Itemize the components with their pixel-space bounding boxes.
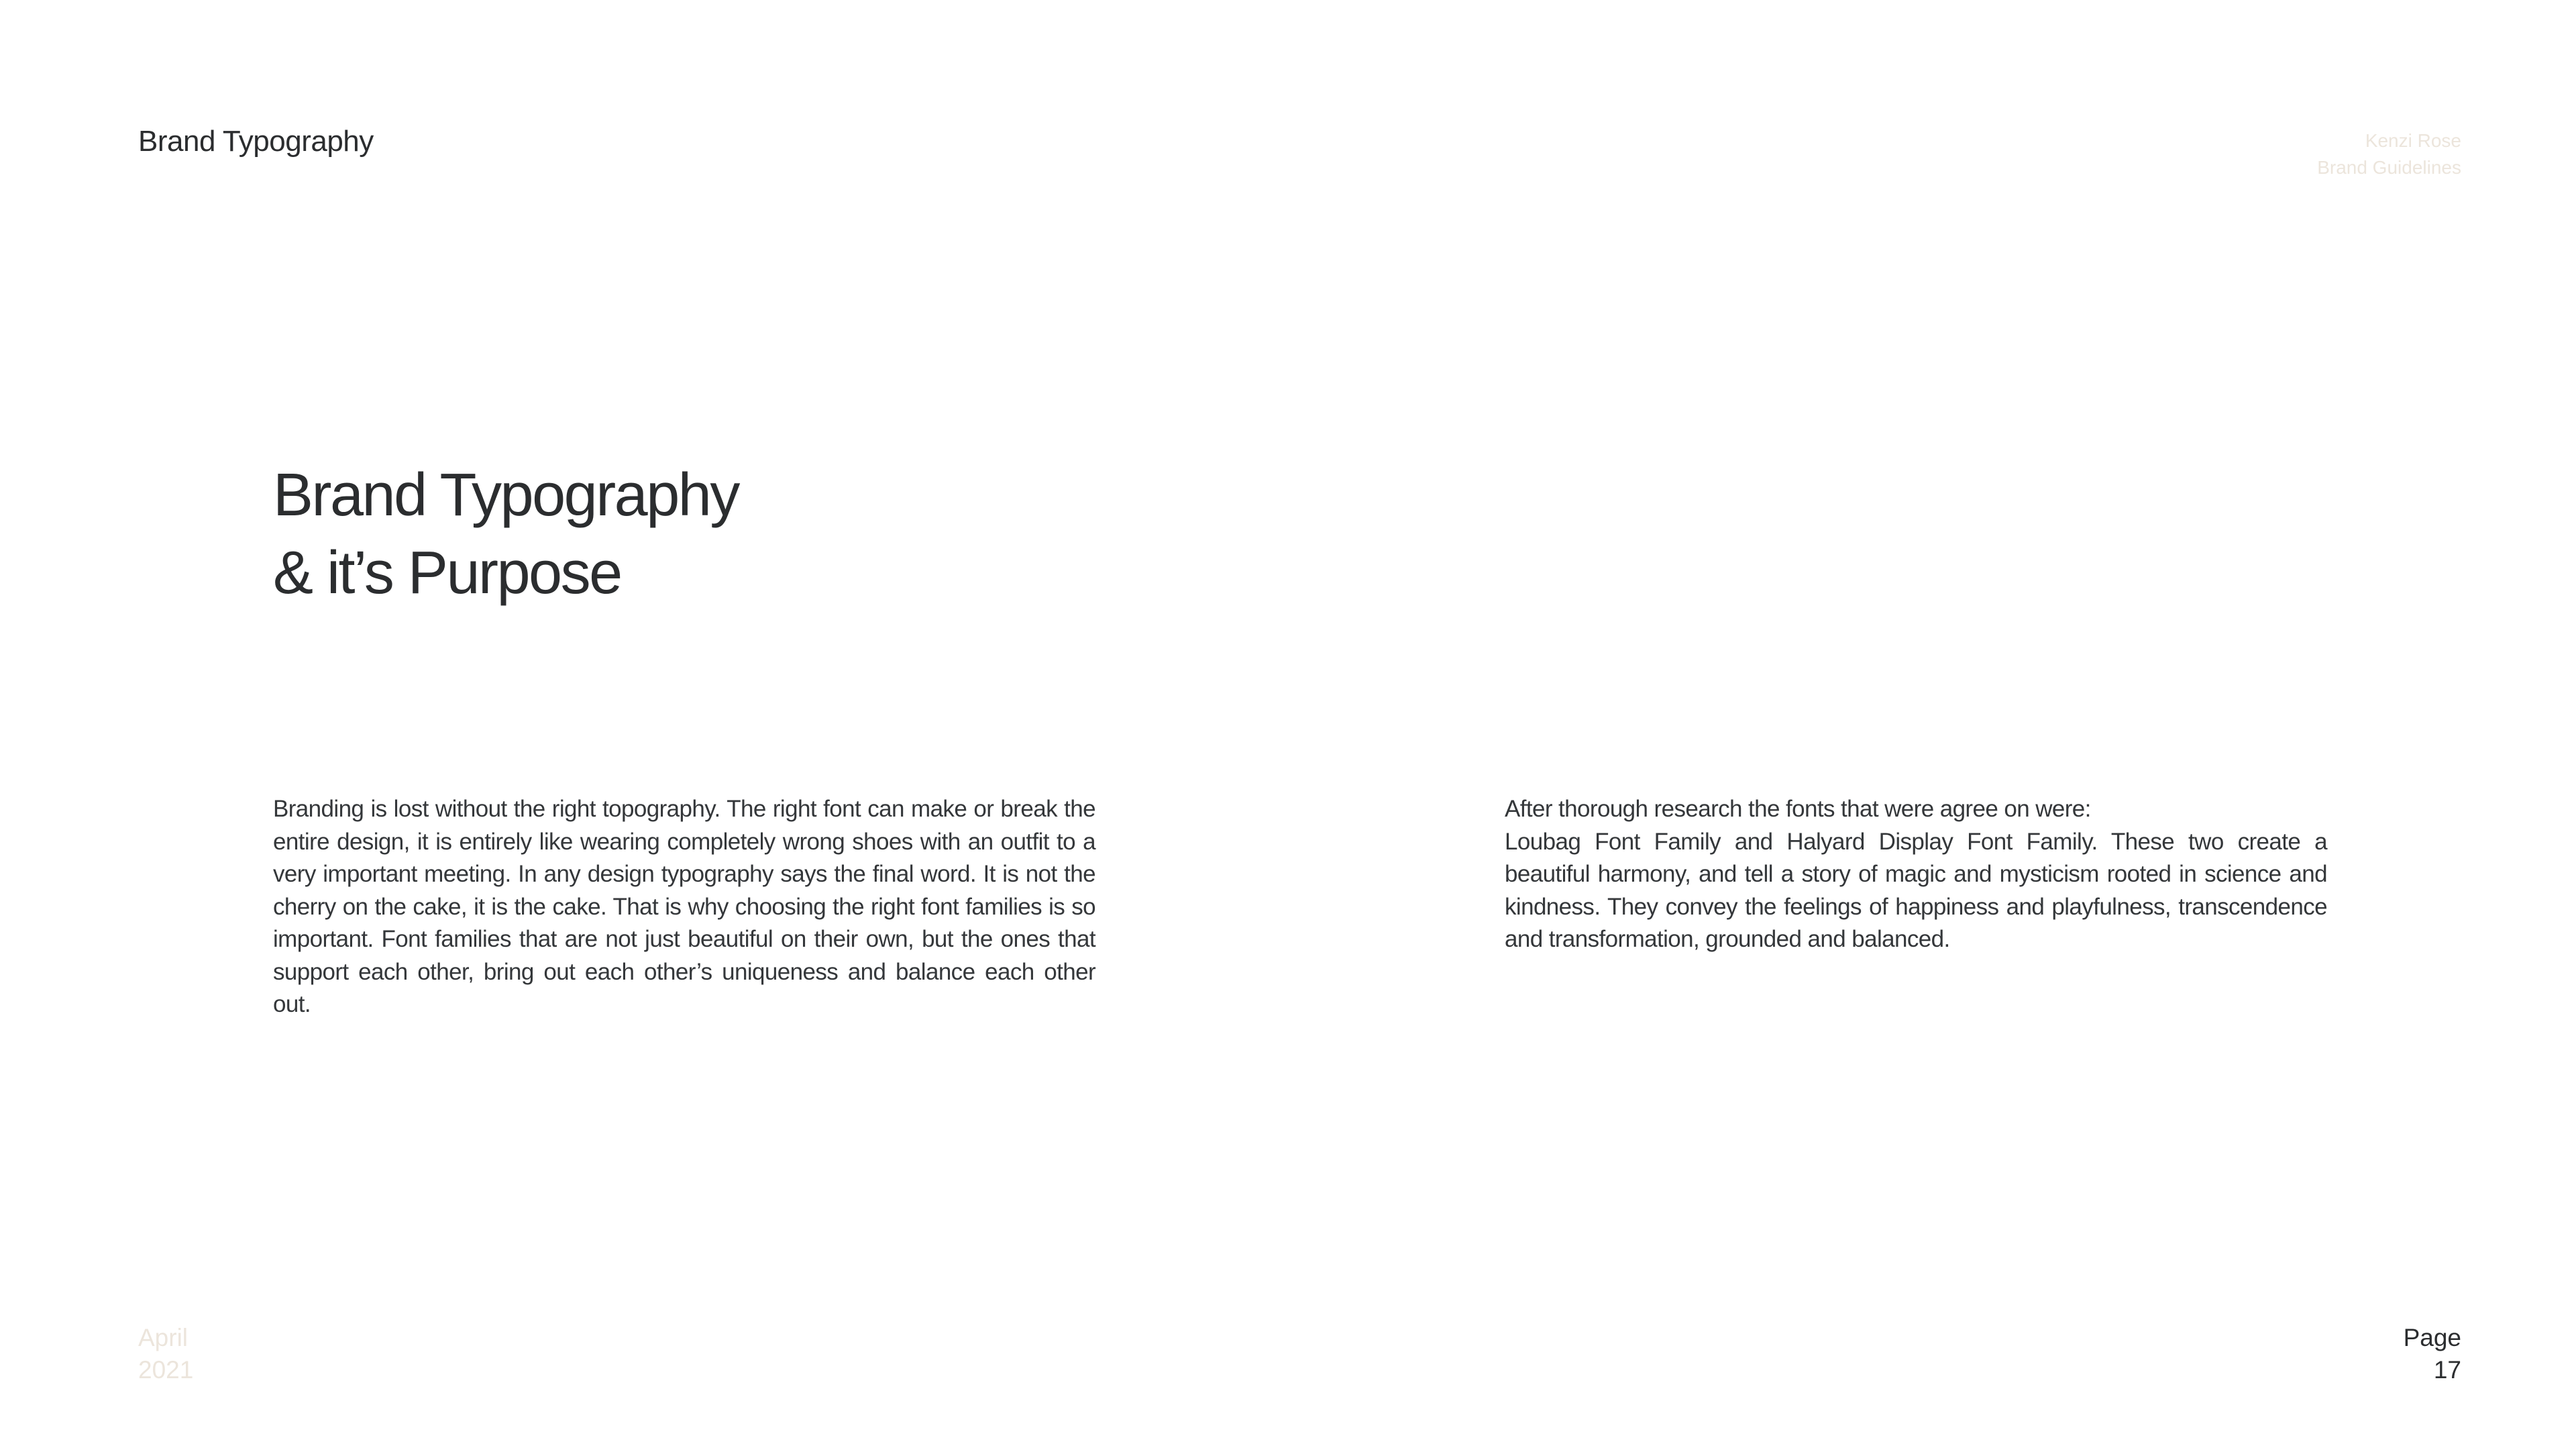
brand-name: Kenzi Rose <box>2365 130 2461 151</box>
document-name: Brand Guidelines <box>2317 157 2461 178</box>
footer-year: 2021 <box>138 1356 194 1384</box>
page-number: 17 <box>2433 1356 2461 1384</box>
page-title <box>273 456 739 612</box>
page-title-line-1: Brand Typography <box>273 462 739 529</box>
right-body-column <box>1505 793 2327 956</box>
page-label: Page <box>2403 1324 2461 1351</box>
left-body-column <box>273 793 1095 1021</box>
page-title-line-2: & it’s Purpose <box>273 539 621 607</box>
footer-date <box>138 1322 193 1386</box>
footer-month: April <box>138 1324 189 1351</box>
footer-page-indicator <box>2404 1322 2461 1386</box>
header-brand-info <box>2317 127 2461 181</box>
right-paragraph: Loubag Font Family and Halyard Display Font Family. These two create a beautiful harmony, and tell a story of magic and mysticism rooted in science and kindness. They convey the feelings of happiness and playfulness, transcendence and transformation, grounded and balanced. <box>1505 828 2327 952</box>
header-section-title: Brand Typography <box>138 125 374 158</box>
right-paragraph-intro: After thorough research the fonts that were agree on were: <box>1505 796 2091 822</box>
left-paragraph: Branding is lost without the right topography. The right font can make or break the entire design, it is entirely like wearing completely wrong shoes with an outfit to a very important meeting. In any design typography says the final word. It is not the cherry on the cake, it is the cake. That is why choosing the right font families is so important. Font families that are not just beautiful on their own, but the ones that support each other, bring out each other’s uniqueness and balance each other out. <box>273 796 1095 1017</box>
